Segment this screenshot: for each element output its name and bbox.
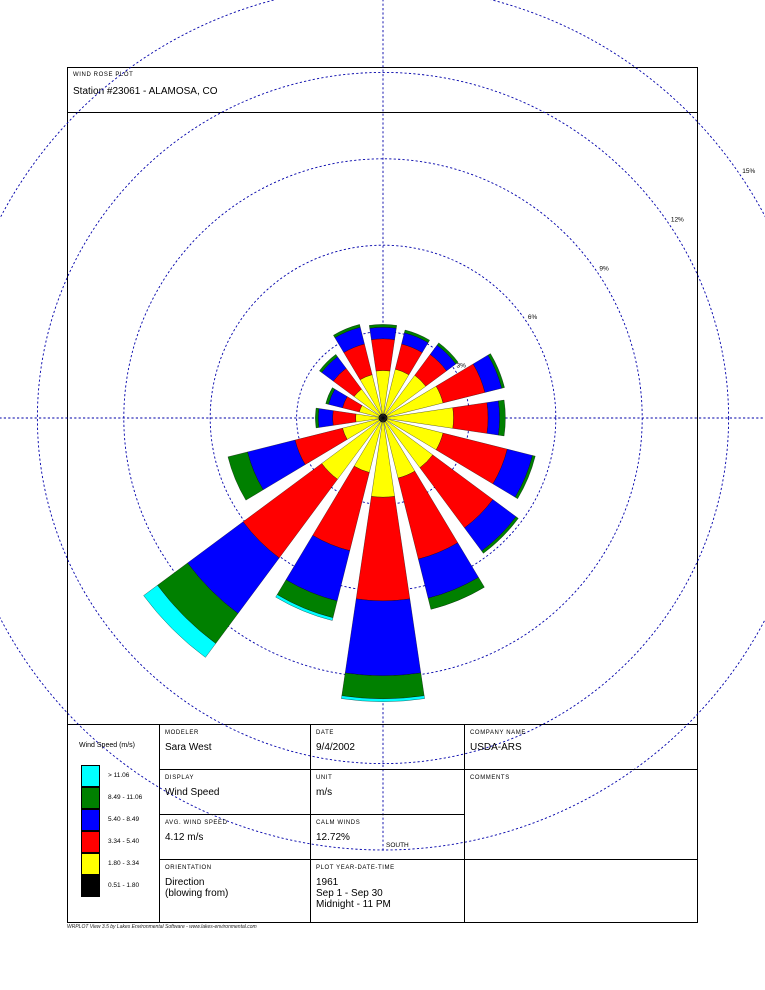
legend-item bbox=[81, 875, 161, 897]
modeler-cell bbox=[160, 725, 310, 769]
calm-winds-value: 12.72% bbox=[316, 832, 350, 843]
modeler-value: Sara West bbox=[165, 742, 212, 753]
ring-label: 15% bbox=[742, 168, 756, 176]
legend-swatch bbox=[81, 831, 100, 853]
legend-label: > 11.06 bbox=[108, 772, 130, 779]
period-value bbox=[316, 877, 391, 910]
legend-swatch bbox=[81, 809, 100, 831]
period-line: Midnight - 11 PM bbox=[316, 899, 391, 910]
unit-value: m/s bbox=[316, 787, 333, 798]
legend-label: 0.51 - 1.80 bbox=[108, 882, 140, 889]
petal-segment-w bbox=[318, 408, 333, 427]
legend-label: 1.80 - 3.34 bbox=[108, 860, 140, 867]
legend-swatch bbox=[81, 853, 100, 875]
legend-label: 5.40 - 8.49 bbox=[108, 816, 140, 823]
plot-header bbox=[68, 68, 697, 113]
calm-winds-label: CALM WINDS bbox=[316, 820, 361, 826]
info-panel bbox=[68, 725, 697, 922]
petal-segment-s bbox=[356, 496, 410, 601]
calm-winds-cell bbox=[311, 815, 464, 859]
legend-item bbox=[81, 765, 161, 787]
comments-cell bbox=[465, 770, 697, 859]
orientation-line: Direction bbox=[165, 877, 205, 888]
ring-label: 6% bbox=[527, 313, 538, 321]
legend-item bbox=[81, 831, 161, 853]
petal-segment-s bbox=[342, 673, 424, 699]
petal-segment-e bbox=[453, 403, 488, 434]
legend-item bbox=[81, 787, 161, 809]
comments-label: COMMENTS bbox=[470, 775, 510, 781]
legend-item bbox=[81, 853, 161, 875]
orientation-cell bbox=[160, 860, 310, 922]
petal-segment-s bbox=[345, 599, 421, 676]
legend-item bbox=[81, 809, 161, 831]
footer-credit: WRPLOT View 3.5 by Lakes Environmental Software - www.lakes-environmental.com bbox=[67, 924, 257, 930]
legend-swatch bbox=[81, 875, 100, 897]
petal-segment-w bbox=[333, 411, 356, 426]
legend-label: 8.49 - 11.06 bbox=[108, 794, 143, 801]
display-label: DISPLAY bbox=[165, 775, 195, 781]
date-cell bbox=[311, 725, 464, 769]
wind-rose-frame bbox=[67, 67, 756, 923]
company-value: USDA-ARS bbox=[470, 742, 522, 753]
unit-label: UNIT bbox=[316, 775, 333, 781]
petal-segment-e bbox=[487, 401, 500, 435]
ring-label: 12% bbox=[670, 216, 684, 224]
station-title: Station #23061 - ALAMOSA, CO bbox=[73, 86, 218, 97]
petal-segment-n bbox=[370, 327, 397, 339]
avg-speed-cell bbox=[160, 815, 310, 859]
ring-label: 9% bbox=[599, 265, 609, 273]
company-cell bbox=[465, 725, 697, 769]
orientation-line: (blowing from) bbox=[165, 888, 229, 899]
compass-label-south: SOUTH bbox=[386, 842, 409, 849]
avg-speed-value: 4.12 m/s bbox=[165, 832, 204, 843]
display-cell bbox=[160, 770, 310, 814]
ring-label: 3% bbox=[456, 362, 466, 370]
company-label: COMPANY NAME bbox=[470, 730, 526, 736]
date-value: 9/4/2002 bbox=[316, 742, 355, 753]
legend-label: 3.34 - 5.40 bbox=[108, 838, 140, 845]
avg-speed-label: AVG. WIND SPEED bbox=[165, 820, 228, 826]
legend-title: Wind Speed (m/s) bbox=[79, 742, 136, 749]
period-cell bbox=[311, 860, 464, 922]
unit-cell bbox=[311, 770, 464, 814]
period-line: 1961 bbox=[316, 877, 339, 888]
modeler-label: MODELER bbox=[165, 730, 199, 736]
date-label: DATE bbox=[316, 730, 334, 736]
orientation-value bbox=[165, 877, 228, 899]
legend-swatch bbox=[81, 765, 100, 787]
petal-segment-n bbox=[371, 339, 394, 371]
legend bbox=[68, 725, 159, 922]
plot-type-label: WIND ROSE PLOT bbox=[73, 72, 134, 78]
period-line: Sep 1 - Sep 30 bbox=[316, 888, 383, 899]
legend-swatch bbox=[81, 787, 100, 809]
display-value: Wind Speed bbox=[165, 787, 220, 798]
period-label: PLOT YEAR-DATE-TIME bbox=[316, 865, 395, 871]
orientation-label: ORIENTATION bbox=[165, 865, 212, 871]
